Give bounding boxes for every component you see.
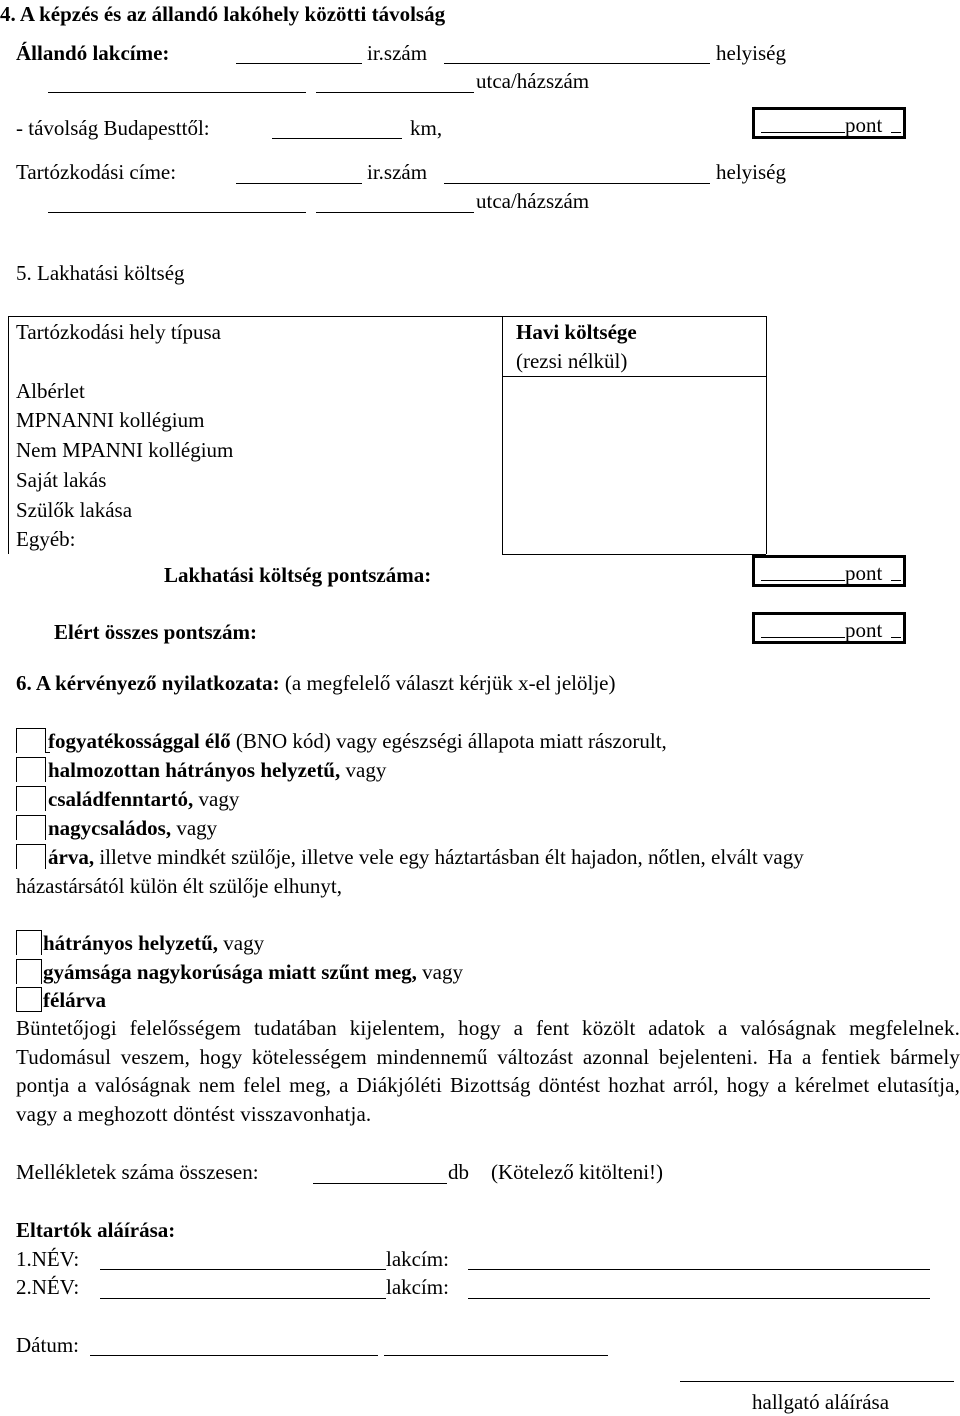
monthly-cost-header: Havi költsége [516,320,637,344]
option-breadwinner: családfenntartó, vagy [48,787,240,811]
name-1-field[interactable] [100,1269,386,1270]
signature-line[interactable] [680,1381,954,1382]
housing-type-header: Tartózkodási hely típusa [16,320,221,344]
temporary-street-field[interactable] [48,212,306,213]
attachments-unit: db [448,1160,469,1184]
zip-label: ir.szám [367,41,428,65]
street-label-2: utca/házszám [476,189,590,213]
date-field[interactable] [90,1355,378,1356]
option-disadvantaged: hátrányos helyzetű, vagy [43,931,265,955]
checkbox-half-orphan[interactable] [16,987,42,1012]
permanent-address-label: Állandó lakcíme: [16,41,170,65]
section-6-title: 6. A kérvényező nyilatkozata: (a megfelelő választ kérjük x-el jelölje) [16,671,616,695]
housing-points-box[interactable] [752,555,906,587]
street-label: utca/házszám [476,69,590,93]
km-label: km, [410,116,443,140]
address-2-label: lakcím: [386,1275,449,1299]
distance-points-box[interactable] [752,107,906,139]
points-label: pont [845,618,883,642]
housing-type-item: Albérlet [16,379,85,403]
date-label: Dátum: [16,1333,79,1357]
permanent-house-field[interactable] [316,92,474,93]
distance-label: - távolság Budapesttől: [16,116,210,140]
checkbox-guardianship[interactable] [16,959,42,984]
name-2-field[interactable] [100,1298,386,1299]
housing-type-item: Saját lakás [16,468,107,492]
declaration-text: Büntetőjogi felelősségem tudatában kijelentem, hogy a fent közölt adatok a valóságnak megfelelnek. Tudomásul veszem, hogy kötelességem mindennemű változást azonnal bejelenteni. Ha a fentiek bármely pontja a valóságnak nem felel meg, a Diákjóléti Bizottság döntést hozhat arról, hogy a kérelmet elutasítja, vagy a meghozott döntést visszavonhatja. [16,1016,960,1126]
points-label: pont [845,113,883,137]
section-5-title: 5. Lakhatási költség [16,261,185,285]
total-score-label: Elért összes pontszám: [54,620,257,644]
option-multiply-disadvantaged: halmozottan hátrányos helyzetű, vagy [48,758,387,782]
total-points-box[interactable] [752,612,906,644]
section-4-title: 4. A képzés és az állandó lakóhely közötti távolság [0,2,446,26]
permanent-zip-field[interactable] [236,63,362,64]
attachments-label: Mellékletek száma összesen: [16,1160,259,1184]
city-label-2: helyiség [716,160,786,184]
housing-score-label: Lakhatási költség pontszáma: [164,563,432,587]
name-2-label: 2.NÉV: [16,1275,80,1299]
signature-label: hallgató aláírása [752,1390,890,1414]
housing-type-item: Egyéb: [16,527,76,551]
option-half-orphan: félárva [43,988,106,1012]
checkbox-orphan[interactable] [16,844,46,869]
points-label: pont [845,561,883,585]
attachments-note: (Kötelező kitölteni!) [491,1160,664,1184]
attachments-count-field[interactable] [313,1183,447,1184]
checkbox-disadvantaged[interactable] [16,930,42,955]
temporary-zip-field[interactable] [236,183,362,184]
option-disability: fogyatékossággal élő (BNO kód) vagy egészségi állapota miatt rászorult, [48,729,667,753]
address-2-field[interactable] [468,1298,930,1299]
checkbox-large-family[interactable] [16,815,46,840]
address-1-label: lakcím: [386,1247,449,1271]
checkbox-breadwinner[interactable] [16,786,46,811]
supporters-title: Eltartók aláírása: [16,1218,176,1242]
temporary-city-field[interactable] [444,183,710,184]
permanent-city-field[interactable] [444,63,710,64]
distance-field[interactable] [272,138,402,139]
option-orphan: árva, illetve mindkét szülője, illetve vele egy háztartásban élt hajadon, nőtlen, elvált vagy [48,845,804,869]
option-guardianship: gyámsága nagykorúsága miatt szűnt meg, vagy [43,960,463,984]
temporary-house-field[interactable] [316,212,474,213]
city-label: helyiség [716,41,786,65]
monthly-cost-subheader: (rezsi nélkül) [516,349,628,373]
permanent-street-field[interactable] [48,92,306,93]
option-orphan-continued: házastársától külön élt szülője elhunyt, [16,874,342,898]
address-1-field[interactable] [468,1269,930,1270]
date-field-2[interactable] [384,1355,608,1356]
housing-type-item: MPNANNI kollégium [16,408,205,432]
temporary-address-label: Tartózkodási címe: [16,160,177,184]
checkbox-disability[interactable] [16,728,46,753]
zip-label-2: ir.szám [367,160,428,184]
checkbox-multiply-disadvantaged[interactable] [16,757,46,782]
option-large-family: nagycsaládos, vagy [48,816,218,840]
housing-type-item: Szülők lakása [16,498,133,522]
name-1-label: 1.NÉV: [16,1247,80,1271]
housing-type-item: Nem MPANNI kollégium [16,438,234,462]
